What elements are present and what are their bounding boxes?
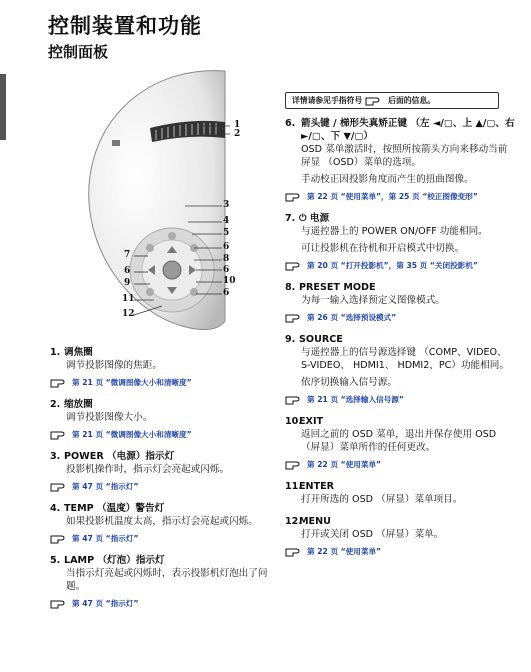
item-title: 缩放圈	[64, 399, 93, 410]
projector-illustration	[50, 66, 280, 341]
section-title: 控制面板	[48, 43, 109, 61]
pointing-hand-icon	[285, 459, 305, 470]
pointing-hand-icon	[285, 312, 305, 323]
list-item	[50, 554, 280, 610]
pointing-hand-icon	[285, 546, 305, 557]
pointing-hand-icon	[50, 533, 70, 544]
item-title: SOURCE	[299, 334, 343, 345]
item-number: 9.	[285, 334, 296, 345]
pointing-hand-icon	[50, 481, 70, 492]
pointing-hand-icon	[50, 598, 70, 609]
reference-link[interactable]: 第 47 页 “指示灯”	[50, 532, 280, 545]
item-title: 箭头键 / 梯形失真矫正键 （左 ◄/▢、上 ▲/▢、右 ►/▢、下 ▼/▢）	[301, 118, 515, 142]
pointing-hand-icon	[285, 260, 305, 271]
reference-link[interactable]: 第 47 页 “指示灯”	[50, 480, 280, 493]
pointing-hand-icon	[285, 394, 305, 405]
list-item	[285, 117, 515, 203]
reference-link[interactable]: 第 22 页 “使用菜单”，第 25 页 “校正图像变形”	[285, 190, 515, 203]
left-column	[50, 346, 280, 619]
reference-link[interactable]: 第 21 页 “微调图像大小和清晰度”	[50, 376, 280, 389]
callout-label: 6	[124, 266, 131, 276]
reference-link[interactable]: 第 20 页 “打开投影机”，第 35 页 “关闭投影机”	[285, 259, 515, 272]
list-item	[285, 212, 515, 272]
item-desc: 调节投影图像的焦距。	[66, 360, 162, 371]
callout-label: 6	[223, 265, 230, 275]
callout-label: 6	[223, 242, 230, 252]
reference-link[interactable]: 第 22 页 “使用菜单”	[285, 545, 515, 558]
reference-link[interactable]: 第 22 页 “使用菜单”	[285, 458, 515, 471]
item-desc: 返回之前的 OSD 菜单，退出并保存使用 OSD （屏显）菜单所作的任何更改。	[301, 429, 497, 453]
item-desc: 当指示灯亮起或闪烁时，表示投影机灯泡出了问题。	[66, 568, 268, 592]
page-title: 控制装置和功能	[48, 14, 202, 38]
item-title: 调焦圈	[64, 347, 93, 358]
pointing-hand-icon	[365, 95, 385, 106]
list-item	[285, 333, 515, 406]
item-title: TEMP （温度）警告灯	[64, 503, 165, 514]
sidebar-marker	[0, 74, 6, 140]
callout-label: 5	[223, 228, 230, 238]
callout-label: 6	[223, 288, 230, 298]
callout-label: 2	[234, 129, 241, 139]
item-number: 4.	[50, 503, 61, 514]
item-number: 6.	[285, 118, 296, 129]
note-text-post: 后面的信息。	[388, 96, 435, 105]
reference-link[interactable]: 第 47 页 “指示灯”	[50, 597, 280, 610]
note-box	[285, 92, 499, 109]
callout-label: 7	[124, 250, 131, 260]
pointing-hand-icon	[50, 429, 70, 440]
callout-label: 3	[223, 200, 230, 210]
list-item	[285, 281, 515, 324]
callout-label: 9	[124, 278, 131, 288]
list-item	[285, 515, 515, 558]
item-number: 11.	[285, 481, 302, 492]
item-number: 1.	[50, 347, 61, 358]
item-desc: 为每一输入选择预定义图像模式。	[301, 295, 445, 306]
list-item	[50, 502, 280, 545]
list-item	[285, 415, 515, 471]
item-title: LAMP （灯泡）指示灯	[64, 555, 165, 566]
item-number: 2.	[50, 399, 61, 410]
item-desc: 手动校正因投影角度而产生的扭曲图像。	[301, 174, 474, 185]
note-text-pre: 详情请参见手指符号	[292, 96, 363, 105]
item-desc: 如果投影机温度太高，指示灯会亮起或闪烁。	[66, 516, 258, 527]
item-number: 10.	[285, 416, 302, 427]
list-item	[50, 398, 280, 441]
item-desc: 与遥控器上的信号源选择键 （COMP、VIDEO、 S-VIDEO、 HDMI1、 HDMI2、PC）功能相同。	[301, 347, 509, 371]
item-title: ENTER	[299, 481, 335, 492]
item-number: 5.	[50, 555, 61, 566]
right-column	[285, 92, 515, 567]
item-number: 7.	[285, 213, 296, 224]
projector-control-panel-diagram	[50, 66, 280, 341]
callout-label: 8	[223, 254, 230, 264]
reference-link[interactable]: 第 21 页 “选择输入信号源”	[285, 393, 515, 406]
list-item	[50, 346, 280, 389]
item-desc: 可让投影机在待机和开启模式中切换。	[301, 243, 465, 254]
list-item	[285, 480, 515, 506]
item-desc: 投影机操作时，指示灯会亮起或闪烁。	[66, 464, 230, 475]
item-title: EXIT	[299, 416, 324, 427]
reference-link[interactable]: 第 26 页 “选择预设模式”	[285, 311, 515, 324]
callout-label: 11	[122, 294, 135, 304]
item-title: ⏻ 电源	[299, 213, 330, 224]
callout-label: 12	[122, 309, 135, 319]
list-item	[50, 450, 280, 493]
pointing-hand-icon	[285, 191, 305, 202]
item-desc: 打开或关闭 OSD （屏显）菜单。	[301, 529, 444, 540]
item-desc: 依序切换输入信号源。	[301, 377, 397, 388]
reference-link[interactable]: 第 21 页 “微调图像大小和清晰度”	[50, 428, 280, 441]
item-number: 3.	[50, 451, 61, 462]
callout-label: 1	[234, 120, 241, 130]
callout-label: 10	[223, 276, 236, 286]
item-desc: 与遥控器上的 POWER ON/OFF 功能相同。	[301, 226, 488, 237]
item-title: POWER （电源）指示灯	[64, 451, 175, 462]
item-title: MENU	[299, 516, 331, 527]
item-title: PRESET MODE	[299, 282, 376, 293]
item-desc: 调节投影图像大小。	[66, 412, 153, 423]
item-desc: OSD 菜单激活时，按照所按箭头方向来移动当前屏显 （OSD）菜单的选项。	[301, 144, 508, 168]
item-number: 12.	[285, 516, 302, 527]
item-desc: 打开所选的 OSD （屏显）菜单项目。	[301, 494, 463, 505]
pointing-hand-icon	[50, 377, 70, 388]
item-number: 8.	[285, 282, 296, 293]
callout-label: 4	[223, 216, 230, 226]
